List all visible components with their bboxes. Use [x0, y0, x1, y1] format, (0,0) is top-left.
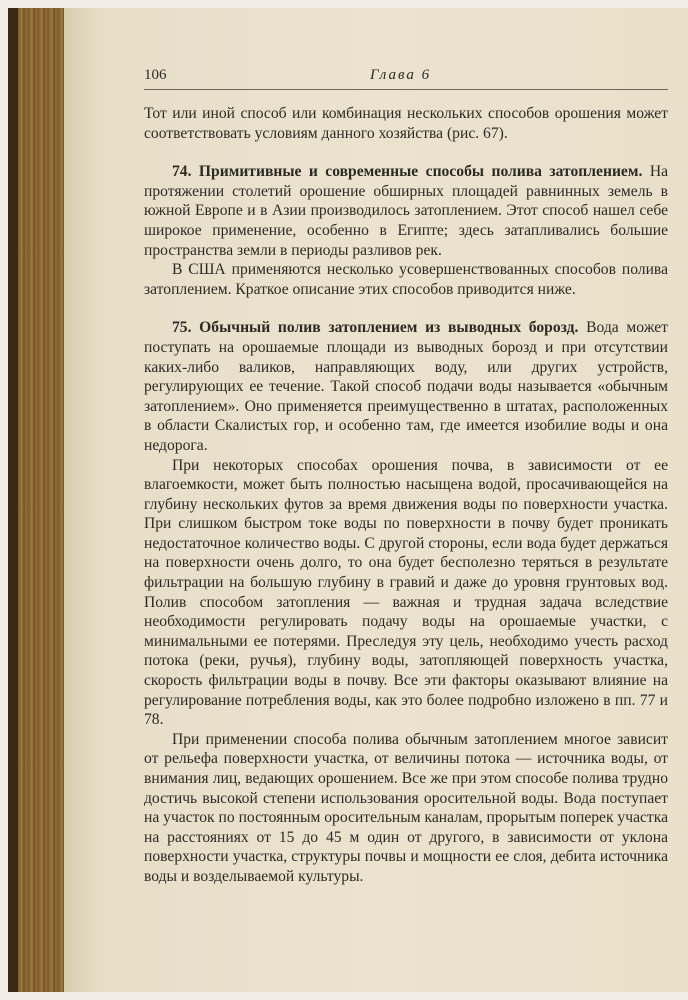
book-spine-edge	[8, 8, 18, 992]
page-number: 106	[144, 67, 167, 83]
section-74-paragraph-2: В США применяются несколько усовершенствованных способов полива затоплением. Краткое описание этих способов приводится ниже.	[144, 261, 668, 298]
section-75-title: 75. Обычный полив затоплением из выводных борозд.	[172, 319, 579, 337]
section-75-paragraph-1-text: Вода может поступать на орошаемые площади из выводных борозд и при отсутствии каких-либо валиков, направляющих воду, или других устройств, регулирующих ее течение. Такой способ подачи воды называется «обычным затоплением». Оно применяется преимущественно в штатах, расположенных в области Скалистых гор, и особенно там, где имеется изобилие воды и она недорога.	[144, 319, 668, 454]
section-gap	[144, 299, 668, 318]
running-header	[144, 66, 668, 92]
section-74-title: 74. Примитивные и современные способы полива затоплением.	[172, 163, 643, 181]
section-gap	[144, 143, 668, 162]
chapter-title: Глава 6	[370, 67, 432, 83]
intro-paragraph: Тот или иной способ или комбинация нескольких способов орошения может соответствовать условиям данного хозяйства (рис. 67).	[144, 105, 668, 142]
section-75-paragraph-2: При некоторых способах орошения почва, в зависимости от ее влагоемкости, может быть полностью насыщена водой, просачивающейся на глубину нескольких футов за время движения воды по поверхности участка. При слишком быстром токе воды по поверхности в почву будет проникать недостаточное количество воды. С другой стороны, если вода будет держаться на поверхности очень долго, то она будет бесполезно теряться в результате фильтрации на большую глубину в гравий и даже до уровня грунтовых вод. Полив способом затопления — важная и трудная задача вследствие необходимости регулировать подачу воды на орошаемые участки, с минимальными ее потерями. Преследуя эту цель, необходимо учесть расход потока (реки, ручья), глубину воды, затопляющей поверхность участка, скорость фильтрации воды в почву. Все эти факторы оказывают влияние на регулирование потребления воды, как это более подробно изложено в пп. 77 и 78.	[144, 456, 668, 729]
section-74-paragraph-1-text: На протяжении столетий орошение обширных площадей равнинных земель в южной Европе и в Азии производилось затоплением. Этот способ нашел себе широкое применение, особенно в Египте; здесь затапливались большие пространства земли в периоды разливов рек.	[144, 163, 668, 259]
section-75-paragraph-1	[144, 318, 668, 455]
header-rule	[144, 89, 668, 90]
section-75-paragraph-3: При применении способа полива обычным затоплением многое зависит от рельефа поверхности участка, от величины потока — источника воды, от внимания лиц, ведающих орошением. Все же при этом способе полива трудно достичь высокой степени использования оросительной воды. Вода поступает на участок по постоянным оросительным каналам, прорытым поперек участка на расстояниях от 15 до 45 м один от другого, в зависимости от уклона поверхности участка, структуры почвы и мощности ее слоя, дебита источника воды и возделываемой культуры.	[144, 730, 668, 885]
page-content	[144, 66, 668, 887]
section-74-paragraph-1	[144, 162, 668, 260]
